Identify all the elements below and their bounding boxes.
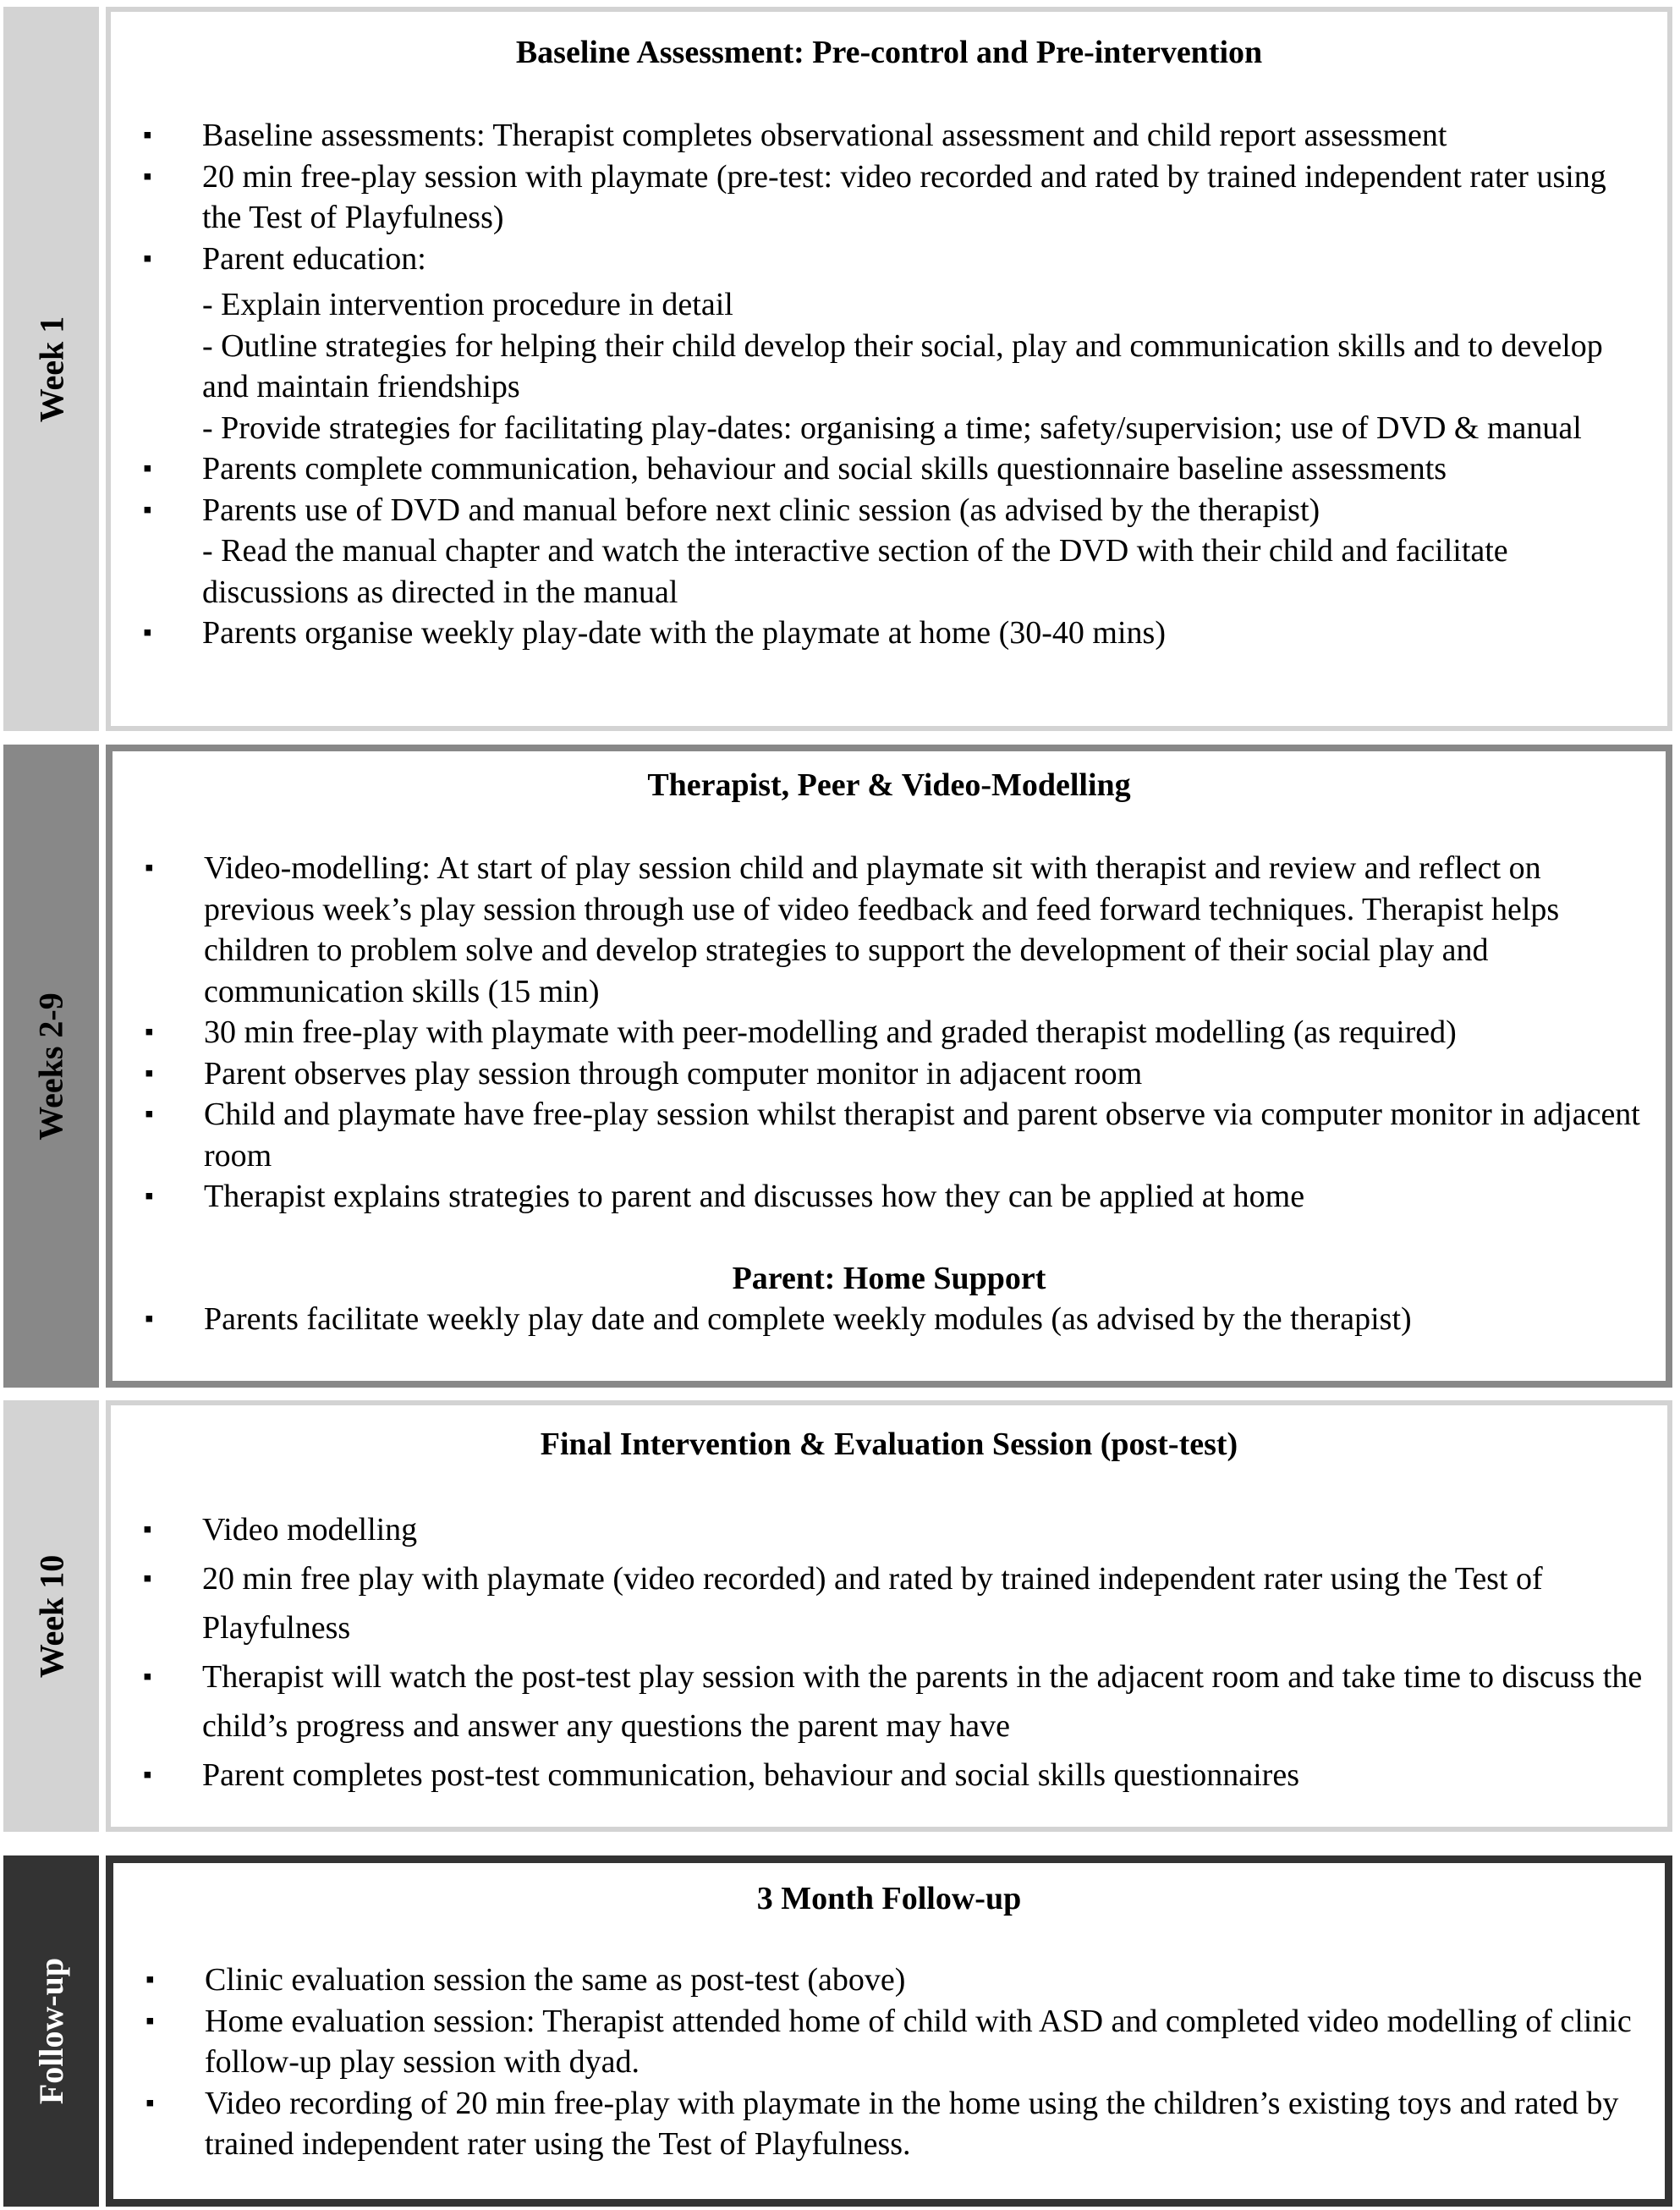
list-item: ▪ Parents organise weekly play-date with the playmate at home (30-40 mins) (111, 613, 1667, 654)
week-1-label-bar (3, 7, 99, 731)
bullet-icon: ▪ (145, 2088, 155, 2117)
week-10-label: Week 10 (32, 1554, 71, 1678)
week-10-label-bar (3, 1400, 99, 1832)
list-item: ▪ 20 min free-play session with playmate (pre-test: video recorded and rated by trained independent rater using the Test of Playfulness) (111, 157, 1667, 239)
week-1-label: Week 1 (32, 316, 71, 422)
final-evaluation-items (111, 1505, 1667, 1800)
bullet-icon: ▪ (143, 454, 152, 482)
therapist-peer-video-modelling-title: Therapist, Peer & Video-Modelling (647, 767, 1131, 803)
list-item: ▪ 20 min free play with playmate (video recorded) and rated by trained independent rater using the Test of Playfulness (111, 1554, 1667, 1652)
list-item: ▪ Parent observes play session through computer monitor in adjacent room (113, 1053, 1666, 1095)
bullet-icon: ▪ (143, 162, 152, 190)
bullet-icon: ▪ (143, 1761, 152, 1789)
bullet-icon: ▪ (145, 1965, 155, 1993)
baseline-assessment-box (106, 7, 1672, 731)
list-item: ▪ 30 min free-play with playmate with peer-modelling and graded therapist modelling (as required) (113, 1012, 1666, 1053)
therapist-peer-video-modelling-box (106, 745, 1672, 1388)
parent-home-support-title: Parent: Home Support (732, 1260, 1046, 1296)
baseline-assessment-title: Baseline Assessment: Pre-control and Pre-intervention (515, 35, 1263, 70)
bullet-icon: ▪ (143, 495, 152, 524)
list-item: ▪ Clinic evaluation session the same as post-test (above) (113, 1960, 1665, 2001)
list-item: ▪ Video recording of 20 min free-play with playmate in the home using the children’s existing toys and rated by trained independent rater using the Test of Playfulness. (113, 2083, 1665, 2165)
list-item: ▪ Therapist explains strategies to parent and discusses how they can be applied at home (113, 1176, 1666, 1218)
three-month-follow-up-title: 3 Month Follow-up (756, 1881, 1022, 1916)
bullet-icon: ▪ (143, 618, 152, 646)
list-item: ▪ Video modelling (111, 1505, 1667, 1554)
list-item: ▪ Child and playmate have free-play session whilst therapist and parent observe via computer monitor in adjacent room (113, 1094, 1666, 1176)
bullet-icon: ▪ (143, 1663, 152, 1690)
bullet-icon: ▪ (145, 854, 154, 882)
list-item: ▪ Baseline assessments: Therapist completes observational assessment and child report assessment (111, 115, 1667, 157)
bullet-icon: ▪ (143, 1515, 152, 1543)
follow-up-label: Follow-up (32, 1957, 71, 2105)
bullet-icon: ▪ (145, 1100, 154, 1128)
bullet-icon: ▪ (145, 1305, 154, 1333)
bullet-icon: ▪ (143, 121, 152, 149)
list-item: ▪ Parent education: (111, 239, 1667, 280)
list-item: ▪ Parent completes post-test communication, behaviour and social skills questionnaires (111, 1751, 1667, 1800)
follow-up-label-bar (3, 1855, 99, 2207)
modelling-items (113, 848, 1666, 1340)
bullet-icon: ▪ (145, 1018, 154, 1046)
sub-item: - Outline strategies for helping their child develop their social, play and communication skills and to develop and maintain friendships (202, 327, 1603, 404)
sub-item: - Explain intervention procedure in detail (202, 287, 733, 322)
list-item: ▪ Therapist will watch the post-test play session with the parents in the adjacent room and take time to discuss the child’s progress and answer any questions the parent may have (111, 1652, 1667, 1751)
list-item: ▪ Parents complete communication, behaviour and social skills questionnaire baseline assessments (111, 448, 1667, 490)
bullet-icon: ▪ (143, 1564, 152, 1592)
follow-up-items (113, 1960, 1665, 2165)
three-month-follow-up-box (106, 1855, 1672, 2207)
sub-item: - Provide strategies for facilitating play-dates: organising a time; safety/supervision; use of DVD & manual (202, 410, 1582, 446)
list-item: ▪ Parents facilitate weekly play date and complete weekly modules (as advised by the therapist) (113, 1299, 1666, 1340)
baseline-items (111, 115, 1667, 654)
final-intervention-evaluation-box (106, 1400, 1672, 1832)
list-item: ▪ Video-modelling: At start of play session child and playmate sit with therapist and review and reflect on previous week’s play session through use of video feedback and feed forward techniques. Therapist helps children to problem solve and develop strategies to support the development of their social play and communication skills (15 min) (113, 848, 1666, 1012)
list-item: ▪ Parents use of DVD and manual before next clinic session (as advised by the therapist) (111, 490, 1667, 531)
bullet-icon: ▪ (145, 2006, 155, 2035)
bullet-icon: ▪ (145, 1058, 154, 1087)
bullet-icon: ▪ (143, 244, 152, 272)
final-intervention-evaluation-title: Final Intervention & Evaluation Session (post-test) (540, 1427, 1238, 1462)
sub-item: - Read the manual chapter and watch the interactive section of the DVD with their child and facilitate discussions as directed in the manual (202, 533, 1508, 610)
list-item: ▪ Home evaluation session: Therapist attended home of child with ASD and completed video modelling of clinic follow-up play session with dyad. (113, 2001, 1665, 2083)
weeks-2-9-label: Weeks 2-9 (32, 992, 70, 1141)
bullet-icon: ▪ (145, 1182, 154, 1210)
weeks-2-9-label-bar (3, 745, 99, 1388)
